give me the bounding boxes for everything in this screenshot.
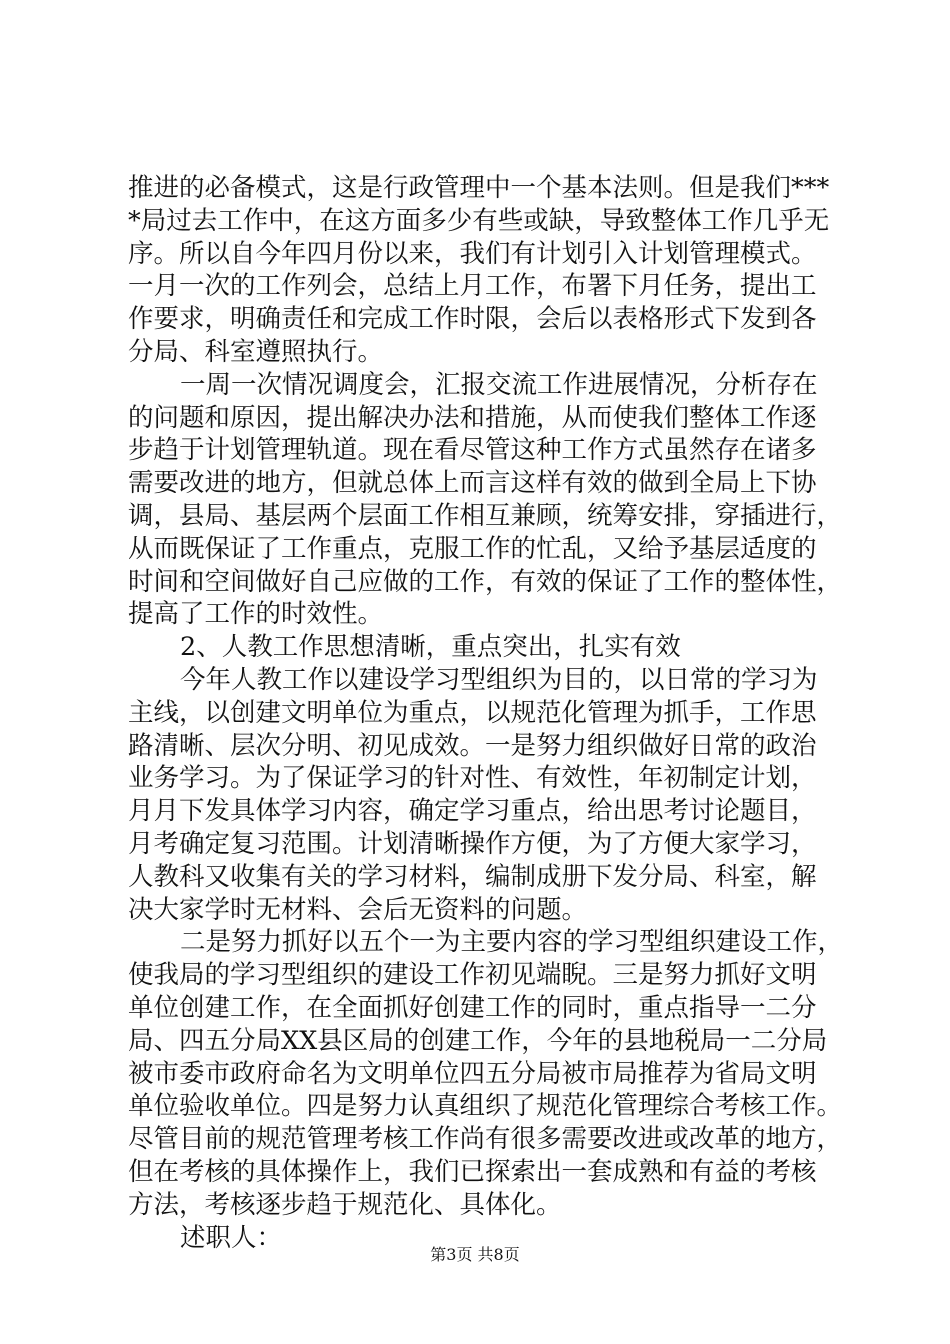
page-number-footer: 第3页 共8页 [430, 1245, 520, 1264]
text-line: 使我局的学习型组织的建设工作初见端睨。三是努力抓好文明 [128, 960, 817, 991]
text-line: 月考确定复习范围。计划清晰操作方便，为了方便大家学习， [128, 828, 817, 859]
text-line: 单位验收单位。四是努力认真组织了规范化管理综合考核工作。 [128, 1091, 843, 1122]
text-line: 局、四五分局XX县区局的创建工作，今年的县地税局一二分局 [128, 1025, 828, 1056]
text-line: 提高了工作的时效性。 [128, 599, 384, 630]
text-line: 主线，以创建文明单位为重点，以规范化管理为抓手，工作思 [128, 697, 817, 728]
paragraph-first-line: 今年人教工作以建设学习型组织为目的，以日常的学习为 [180, 664, 818, 695]
text-line: 分局、科室遵照执行。 [128, 336, 384, 367]
text-line: 的问题和原因，提出解决办法和措施，从而使我们整体工作逐 [128, 402, 817, 433]
paragraph-first-line: 一周一次情况调度会，汇报交流工作进展情况，分析存在 [180, 369, 818, 400]
text-line: *局过去工作中，在这方面多少有些或缺，导致整体工作几乎无 [128, 205, 830, 236]
text-line: 业务学习。为了保证学习的针对性、有效性，年初制定计划， [128, 763, 817, 794]
text-line: 尽管目前的规范管理考核工作尚有很多需要改进或改革的地方， [128, 1124, 843, 1155]
text-line: 步趋于计划管理轨道。现在看尽管这种工作方式虽然存在诸多 [128, 435, 817, 466]
text-line: 从而既保证了工作重点，克服工作的忙乱，又给予基层适度的 [128, 533, 817, 564]
paragraph-first-line: 二是努力抓好以五个一为主要内容的学习型组织建设工作， [180, 927, 844, 958]
text-line: 推进的必备模式，这是行政管理中一个基本法则。但是我们*** [128, 173, 830, 203]
text-line: 人教科又收集有关的学习材料，编制成册下发分局、科室，解 [128, 861, 817, 892]
document-body [128, 172, 844, 1254]
text-line: 但在考核的具体操作上，我们已探索出一套成熟和有益的考核 [128, 1156, 817, 1187]
text-line: 需要改进的地方，但就总体上而言这样有效的做到全局上下协 [128, 468, 817, 499]
text-line: 路清晰、层次分明、初见成效。一是努力组织做好日常的政治 [128, 730, 817, 761]
text-line: 调，县局、基层两个层面工作相互兼顾，统筹安排，穿插进行， [128, 500, 843, 531]
text-line: 单位创建工作，在全面抓好创建工作的同时，重点指导一二分 [128, 992, 817, 1023]
text-line: 一月一次的工作列会，总结上月工作，布署下月任务，提出工 [128, 271, 817, 302]
text-line: 方法，考核逐步趋于规范化、具体化。 [128, 1189, 562, 1220]
text-line: 被市委市政府命名为文明单位四五分局被市局推荐为省局文明 [128, 1058, 817, 1089]
text-line: 作要求，明确责任和完成工作时限，会后以表格形式下发到各 [128, 304, 817, 335]
text-line: 时间和空间做好自己应做的工作，有效的保证了工作的整体性， [128, 566, 843, 597]
text-line: 月月下发具体学习内容，确定学习重点，给出思考讨论题目， [128, 796, 817, 827]
text-line: 序。所以自今年四月份以来，我们有计划引入计划管理模式。 [128, 238, 817, 269]
section-heading: 2、人教工作思想清晰，重点突出，扎实有效 [180, 632, 681, 663]
signature-label: 述职人： [180, 1222, 283, 1253]
text-line: 决大家学时无材料、会后无资料的问题。 [128, 894, 588, 925]
